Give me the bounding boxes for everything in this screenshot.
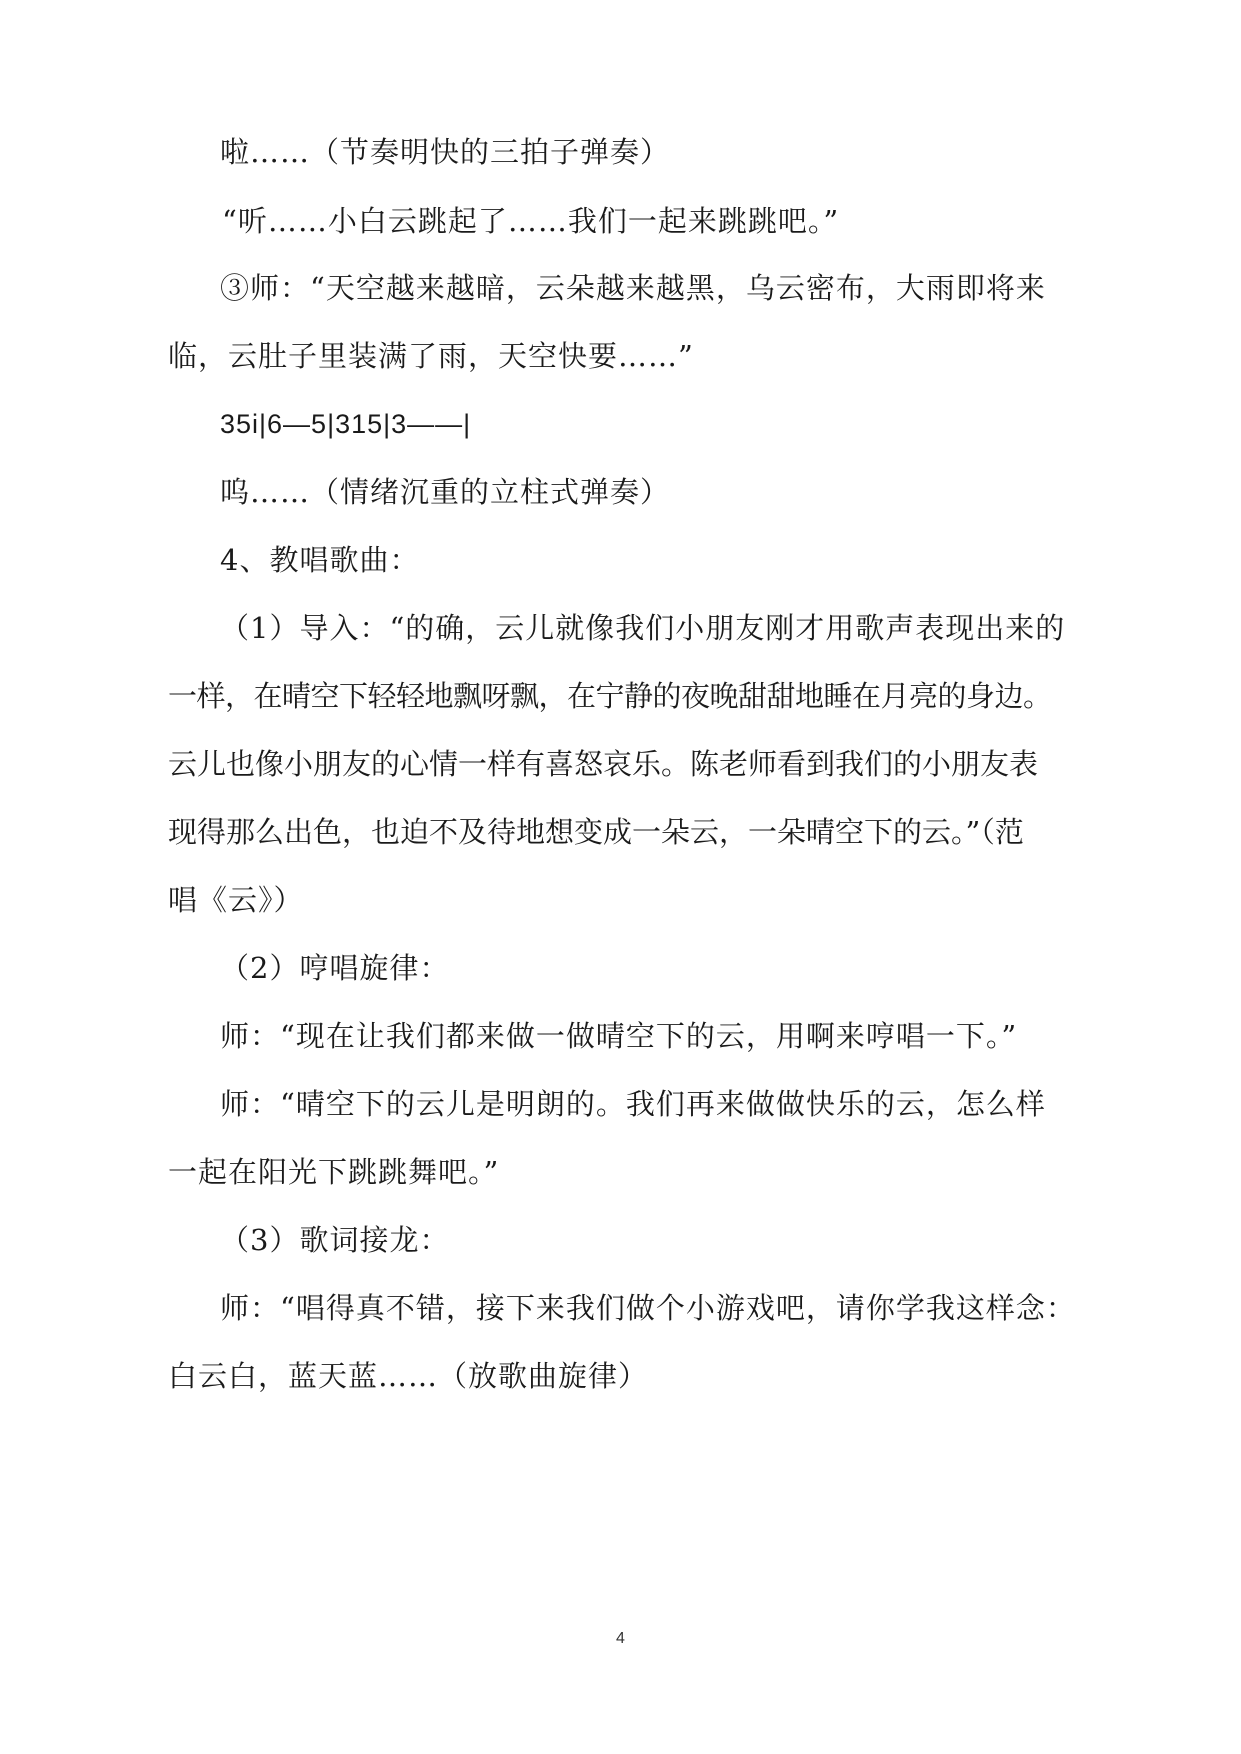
text-line-18: 师：“唱得真不错，接下来我们做个小游戏吧，请你学我这样念：	[220, 1291, 1076, 1325]
subheading-2: （2）哼唱旋律：	[220, 951, 450, 985]
section-heading-4: 4、教唱歌曲：	[220, 543, 420, 577]
page-number: 4	[616, 1630, 625, 1647]
text-line-3: ③师：“天空越来越暗，云朵越来越黑，乌云密布，大雨即将来	[220, 271, 1046, 305]
notation-line: 35i|6—5|315|3——|	[220, 409, 472, 439]
text-line-15: 师：“晴空下的云儿是明朗的。我们再来做做快乐的云，怎么样	[220, 1087, 1046, 1121]
text-line-8: （1）导入：“的确，云儿就像我们小朋友刚才用歌声表现出来的	[220, 611, 1066, 645]
text-line-4: 临，云肚子里装满了雨，天空快要……”	[168, 339, 694, 373]
text-line-11: 现得那么出色，也迫不及待地想变成一朵云，一朵晴空下的云。”（范	[168, 815, 1024, 849]
text-line-9: 一样，在晴空下轻轻地飘呀飘，在宁静的夜晚甜甜地睡在月亮的身边。	[168, 679, 1052, 713]
text-line-10: 云儿也像小朋友的心情一样有喜怒哀乐。陈老师看到我们的小朋友表	[168, 747, 1039, 781]
text-line-12: 唱《云》）	[168, 883, 304, 917]
subheading-3: （3）歌词接龙：	[220, 1223, 450, 1257]
text-line-19: 白云白，蓝天蓝……（放歌曲旋律）	[168, 1359, 649, 1393]
text-line-16: 一起在阳光下跳跳舞吧。”	[168, 1155, 500, 1189]
text-line-1: 啦……（节奏明快的三拍子弹奏）	[220, 135, 671, 169]
text-line-6: 呜……（情绪沉重的立柱式弹奏）	[220, 475, 671, 509]
text-line-2: “听……小白云跳起了……我们一起来跳跳吧。”	[222, 204, 840, 238]
text-line-14: 师：“现在让我们都来做一做晴空下的云，用啊来哼唱一下。”	[220, 1019, 1018, 1053]
